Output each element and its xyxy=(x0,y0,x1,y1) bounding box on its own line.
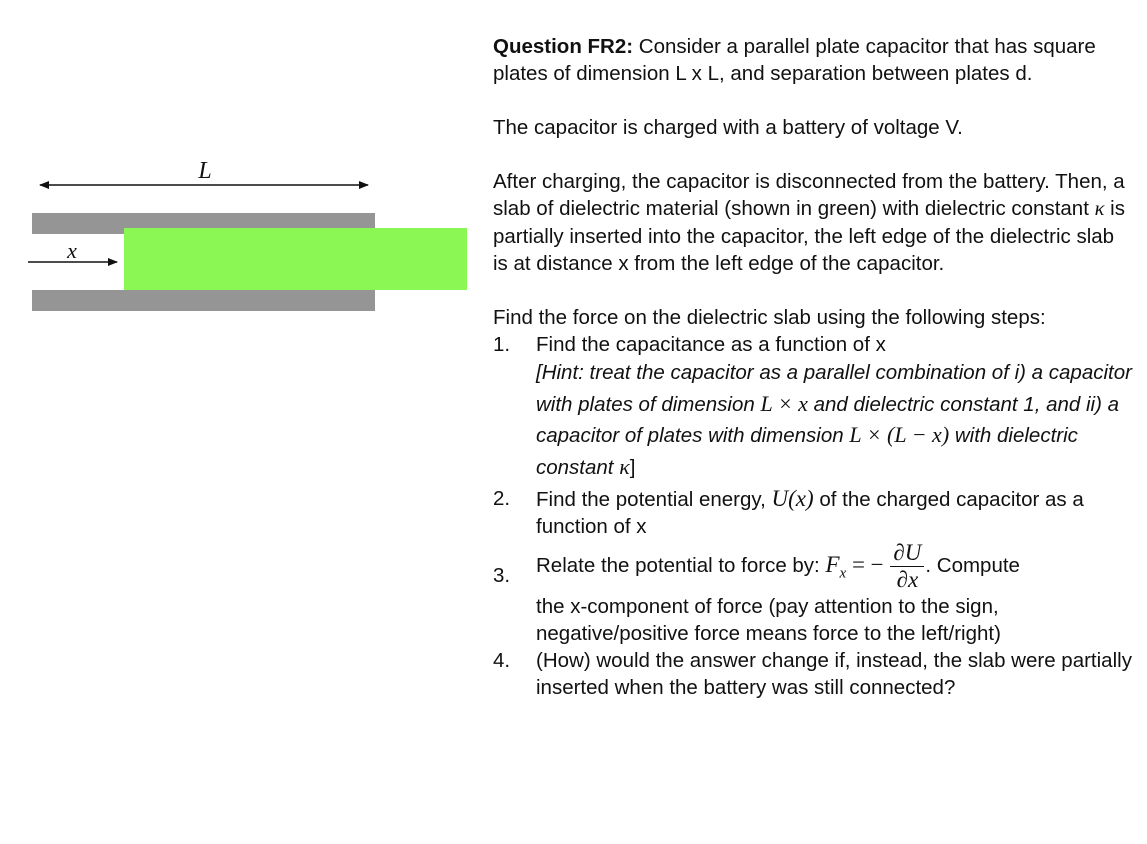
length-label: L xyxy=(198,158,212,184)
steps-list xyxy=(493,331,1133,701)
step-4-text: (How) would the answer change if, instead, the slab were partially inserted when the battery was still connected? xyxy=(536,649,1132,699)
step-3: 3. Relate the potential to force by: $F_x$ = − $\frac{\partial U}{\partial x}$ . Compute the x-component of force (pay attention to the sign, negative/positive force means force to the left/right) xyxy=(493,540,1133,647)
step-4: 4. (How) would the answer change if, instead, the slab were partially inserted when the battery was still connected? xyxy=(493,649,1132,699)
math-u-of-x: U(x) xyxy=(771,486,814,511)
offset-label: x xyxy=(67,238,77,263)
question-title: Question FR2: xyxy=(493,35,634,58)
step-2: 2. Find the potential energy, U(x) of the charged capacitor as a function of x xyxy=(493,486,1084,538)
step-1: 1. Find the capacitance as a function of x [Hint: treat the capacitor as a parallel combination of i) a capacitor with plates of dimension L × x and dielectric constant 1, and ii) a capacitor of plates with dimension L × (L − x) with dielectric constant κ] xyxy=(493,331,1133,483)
question-intro xyxy=(493,33,1133,87)
bottom-plate xyxy=(32,290,375,311)
partial-derivative: $\frac{\partial U}{\partial x}$ xyxy=(890,540,924,593)
dielectric-slab xyxy=(124,228,467,290)
step-1-text: Find the capacitance as a function of x xyxy=(536,333,886,356)
charged-text: The capacitor is charged with a battery of voltage V. xyxy=(493,116,963,139)
question-text xyxy=(493,33,1133,701)
step-1-hint: [Hint: treat the capacitor as a parallel combination of i) a capacitor with plates of dimension L × x and dielectric constant 1, and ii) a capacitor of plates with dimension L × (L − x) with dielectric constant κ] xyxy=(536,361,1132,479)
step-3-text: the x-component of force (pay attention to the sign, negative/positive force means force to the left/right) xyxy=(536,595,1001,645)
math-l-times-l-minus-x: L × (L − x) xyxy=(849,422,950,447)
force-symbol: $F_x$ xyxy=(825,551,847,582)
steps-intro: Find the force on the dielectric slab using the following steps: xyxy=(493,306,1046,329)
intro-text: Consider a parallel plate capacitor that has square plates of dimension L x L, and separation between plates d. xyxy=(493,35,1096,85)
kappa-symbol: κ xyxy=(1094,198,1105,220)
math-l-times-x: L × x xyxy=(760,390,808,416)
procedure-text: After charging, the capacitor is disconnected from the battery. Then, a slab of dielectric material (shown in green) with dielectric constant κ is partially inserted into the capacitor, the left edge of the dielectric slab is at distance x from the left edge of the capacitor. xyxy=(493,170,1125,275)
capacitor-diagram xyxy=(0,0,480,330)
step-3-equation-line: Relate the potential to force by: $F_x$ = − $\frac{\partial U}{\partial x}$ . Compute xyxy=(536,540,1020,592)
